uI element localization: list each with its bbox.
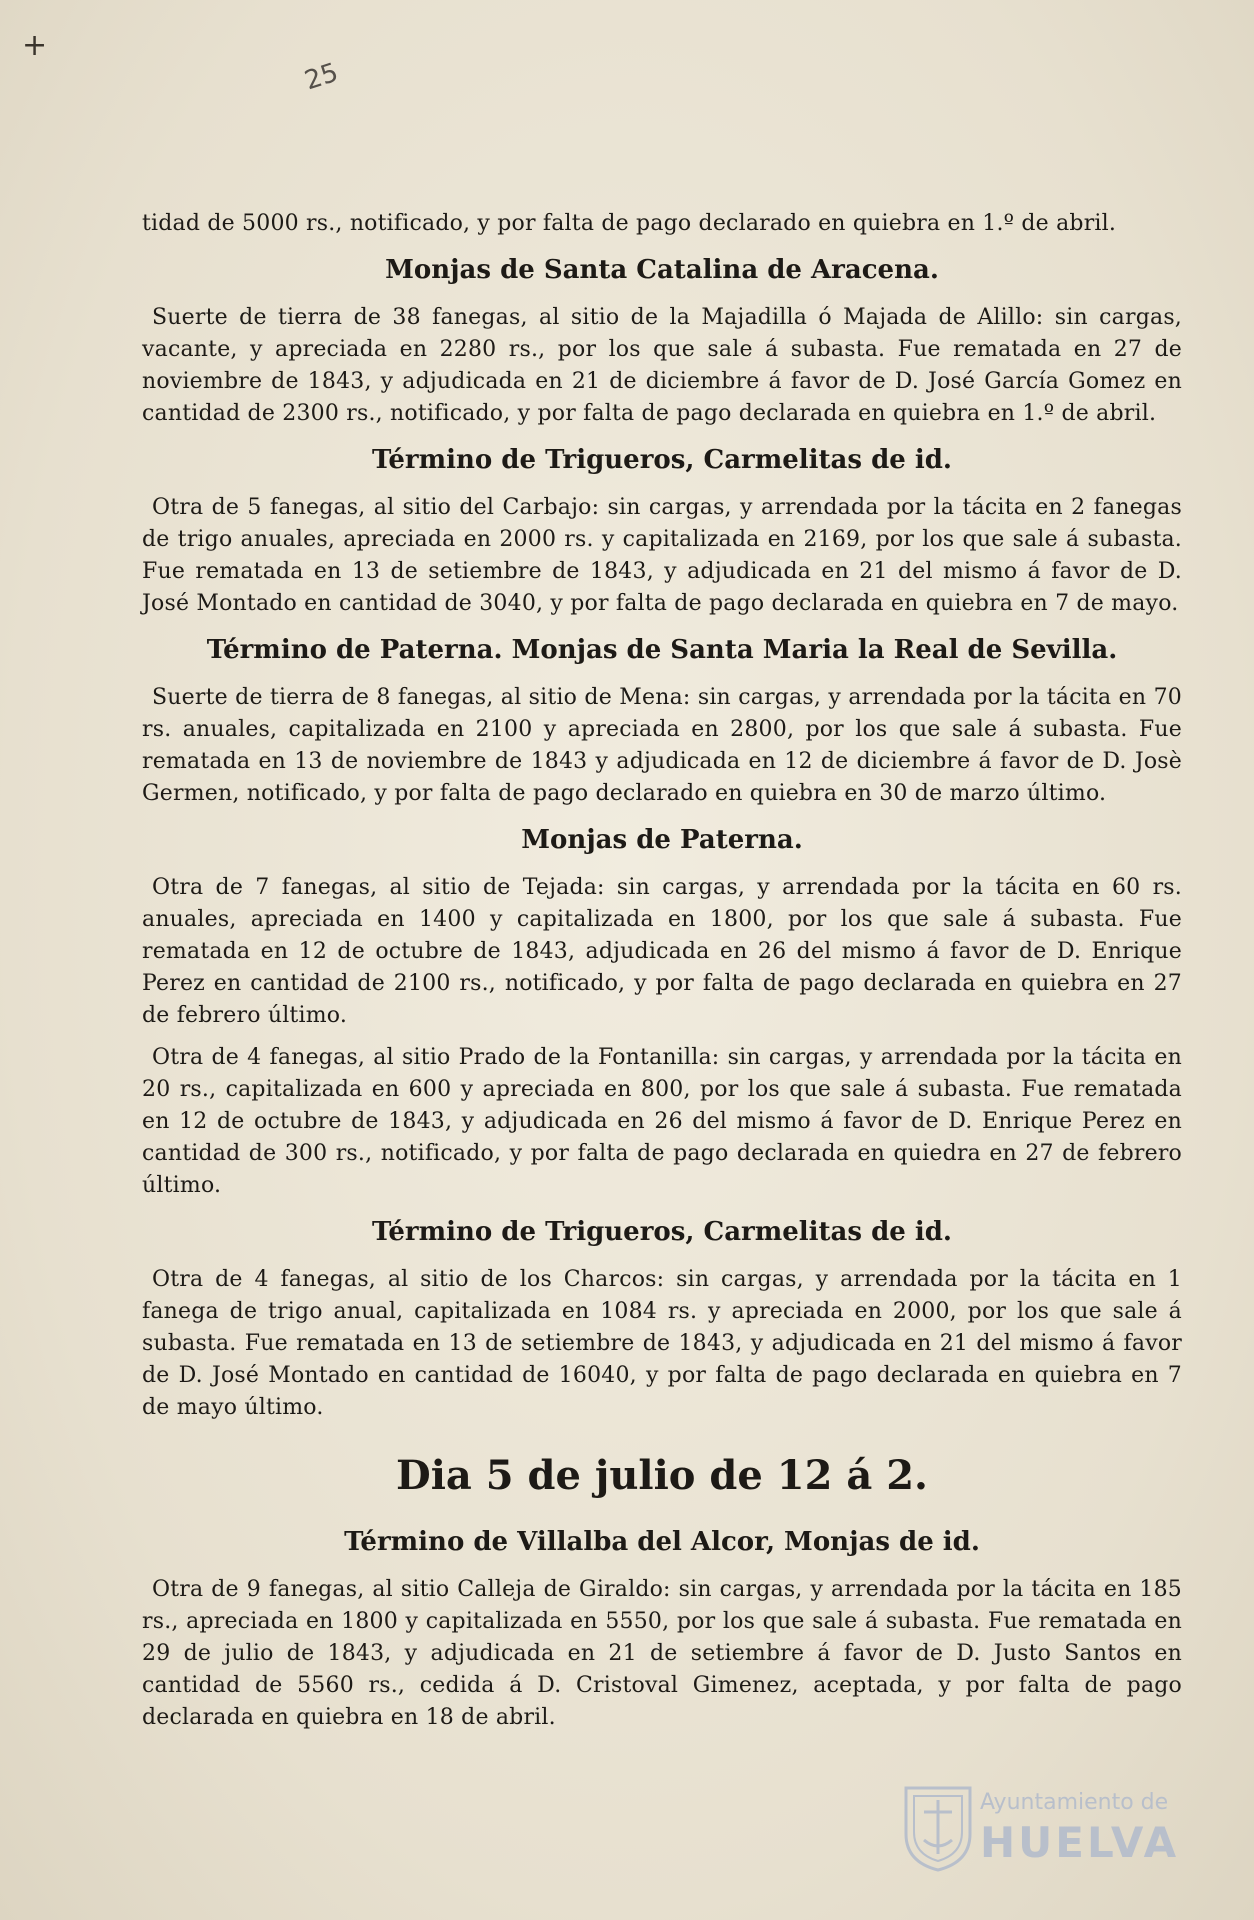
section-heading-villalba: Término de Villalba del Alcor, Monjas de id.	[344, 1527, 980, 1557]
paragraph-mena: Suerte de tierra de 8 fanegas, al sitio de Mena: sin cargas, y arrendada por la tácita en 70 rs. anuales, capitalizada en 2100 y apreciada en 2800, por los que sale á subasta. Fue rematada en 13 de noviembre de 1843 y adjudicada en 12 de diciembre á favor de D. Josè Germen, notificado, y por falta de pago declarado en quiebra en 30 de marzo último.	[142, 685, 1182, 806]
paragraph-calleja-giraldo: Otra de 9 fanegas, al sitio Calleja de Giraldo: sin cargas, y arrendada por la tácita en 185 rs., apreciada en 1800 y capitalizada en 5550, por los que sale á subasta. Fue rematada en 29 de julio de 1843, y adjudicada en 21 de setiembre á favor de D. Justo Santos en cantidad de 5560 rs., cedida á D. Cristoval Gimenez, aceptada, y por falta de pago declarada en quiebra en 18 de abril.	[142, 1577, 1182, 1730]
paragraph-continuation: tidad de 5000 rs., notificado, y por falta de pago declarado en quiebra en 1.º de abril.	[142, 211, 1117, 236]
section-heading-santa-catalina: Monjas de Santa Catalina de Aracena.	[385, 255, 939, 285]
paragraph-tejada: Otra de 7 fanegas, al sitio de Tejada: sin cargas, y arrendada por la tácita en 60 rs. anuales, apreciada en 1400 y capitalizada en 1800, por los que sale á subasta. Fue rematada en 12 de octubre de 1843, adjudicada en 26 del mismo á favor de D. Enrique Perez en cantidad de 2100 rs., notificado, y por falta de pago declarada en quiebra en 27 de febrero último.	[142, 875, 1182, 1028]
paragraph-fontanilla: Otra de 4 fanegas, al sitio Prado de la Fontanilla: sin cargas, y arrendada por la tácita en 20 rs., capitalizada en 600 y apreciada en 800, por los que sale á subasta. Fue rematada en 12 de octubre de 1843, y adjudicada en 26 del mismo á favor de D. Enrique Perez en cantidad de 300 rs., notificado, y por falta de pago declarada en quiedra en 27 de febrero último.	[142, 1045, 1182, 1198]
paragraph-carbajo: Otra de 5 fanegas, al sitio del Carbajo: sin cargas, y arrendada por la tácita en 2 fanegas de trigo anuales, apreciada en 2000 rs. y capitalizada en 2169, por los que sale á subasta. Fue rematada en 13 de setiembre de 1843, y adjudicada en 21 del mismo á favor de D. José Montado en cantidad de 3040, y por falta de pago declarada en quiebra en 7 de mayo.	[142, 495, 1182, 616]
coat-of-arms-icon	[900, 1782, 976, 1874]
handwritten-folio-number: 25	[301, 57, 342, 97]
section-heading-trigueros-2: Término de Trigueros, Carmelitas de id.	[372, 1217, 952, 1247]
watermark-line1: Ayuntamiento de	[980, 1790, 1169, 1815]
date-heading: Dia 5 de julio de 12 á 2.	[396, 1452, 928, 1499]
handwritten-cross-mark: +	[22, 28, 48, 63]
section-heading-trigueros: Término de Trigueros, Carmelitas de id.	[372, 445, 952, 475]
section-heading-monjas-paterna: Monjas de Paterna.	[521, 825, 803, 855]
paragraph-charcos: Otra de 4 fanegas, al sitio de los Charcos: sin cargas, y arrendada por la tácita en 1 fanega de trigo anual, capitalizada en 1084 rs. y apreciada en 2000, por los que sale á subasta. Fue rematada en 13 de setiembre de 1843, y adjudicada en 21 del mismo á favor de D. José Montado en cantidad de 16040, y por falta de pago declarada en quiebra en 7 de mayo último.	[142, 1267, 1182, 1420]
document-body	[142, 208, 1182, 1744]
ayuntamiento-huelva-watermark	[900, 1782, 1210, 1882]
section-heading-paterna-santa-maria: Término de Paterna. Monjas de Santa Maria la Real de Sevilla.	[206, 635, 1118, 665]
paragraph-majadilla: Suerte de tierra de 38 fanegas, al sitio de la Majadilla ó Majada de Alillo: sin cargas, vacante, y apreciada en 2280 rs., por los que sale á subasta. Fue rematada en 27 de noviembre de 1843, y adjudicada en 21 de diciembre á favor de D. José García Gomez en cantidad de 2300 rs., notificado, y por falta de pago declarada en quiebra en 1.º de abril.	[142, 305, 1182, 426]
watermark-line2: HUELVA	[980, 1818, 1180, 1867]
